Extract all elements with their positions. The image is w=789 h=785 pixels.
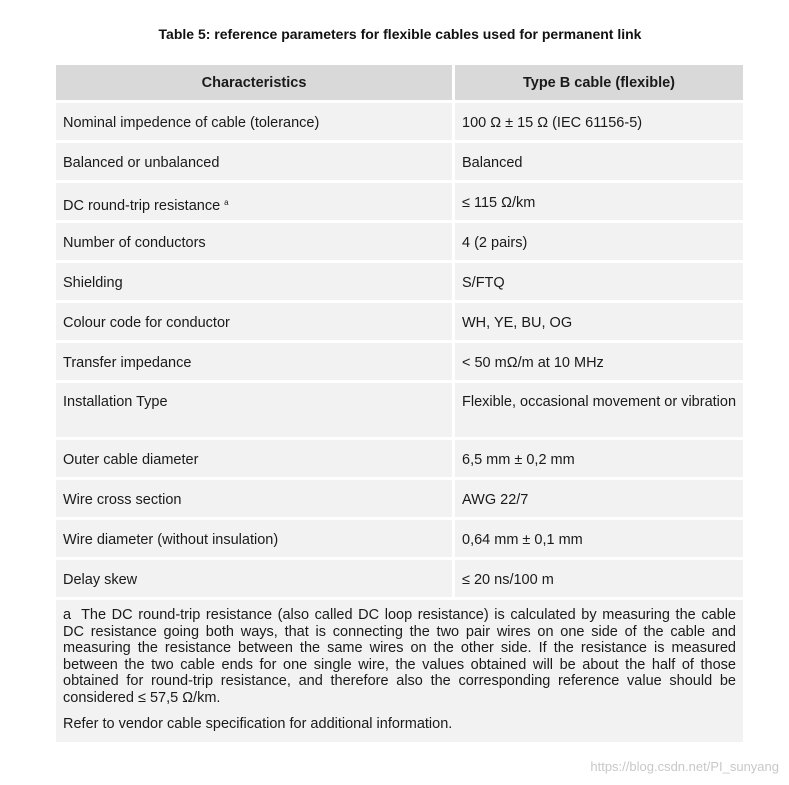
table-row — [56, 343, 743, 383]
table-row — [56, 263, 743, 303]
value-cell: 0,64 mm ± 0,1 mm — [455, 520, 743, 560]
value-cell: Balanced — [455, 143, 743, 183]
table-row — [56, 223, 743, 263]
value-cell: AWG 22/7 — [455, 480, 743, 520]
characteristic-cell: Delay skew — [56, 560, 455, 600]
characteristic-text: DC round-trip resistance — [63, 198, 221, 214]
table-row — [56, 143, 743, 183]
characteristic-cell: Wire cross section — [56, 480, 455, 520]
characteristic-cell: Balanced or unbalanced — [56, 143, 455, 183]
characteristic-cell: Colour code for conductor — [56, 303, 455, 343]
table-row — [56, 440, 743, 480]
characteristic-cell — [56, 183, 455, 223]
parameters-table — [56, 65, 743, 742]
characteristic-cell: Number of conductors — [56, 223, 455, 263]
additional-info: Refer to vendor cable specification for additional information. — [63, 716, 453, 732]
value-cell: 100 Ω ± 15 Ω (IEC 61156-5) — [455, 103, 743, 143]
footnote-paragraph — [63, 607, 736, 706]
table-row — [56, 303, 743, 343]
value-cell: 6,5 mm ± 0,2 mm — [455, 440, 743, 480]
characteristic-cell: Shielding — [56, 263, 455, 303]
characteristic-cell: Transfer impedance — [56, 343, 455, 383]
table-row — [56, 103, 743, 143]
value-cell: WH, YE, BU, OG — [455, 303, 743, 343]
table-row — [56, 520, 743, 560]
footnote-mark: a — [224, 198, 229, 207]
footnote-row — [56, 600, 743, 742]
footnote-cell — [56, 600, 743, 742]
table-row — [56, 480, 743, 520]
value-cell: ≤ 20 ns/100 m — [455, 560, 743, 600]
table-header-row — [56, 65, 743, 103]
characteristic-cell: Installation Type — [56, 383, 455, 440]
watermark: https://blog.csdn.net/PI_sunyang — [590, 759, 779, 774]
table-row — [56, 183, 743, 223]
characteristic-cell: Wire diameter (without insulation) — [56, 520, 455, 560]
value-cell: 4 (2 pairs) — [455, 223, 743, 263]
header-characteristics: Characteristics — [56, 65, 455, 103]
table-row — [56, 383, 743, 440]
characteristic-cell: Outer cable diameter — [56, 440, 455, 480]
value-cell: S/FTQ — [455, 263, 743, 303]
value-cell: ≤ 115 Ω/km — [455, 183, 743, 223]
footnote-text: The DC round-trip resistance (also called DC loop resistance) is calculated by measuring the cable DC resistance going both ways, that is connecting the two pair wires on one side of the cable and measuring the resistance between the same wires on the other side. If the resistance is measured between the two cable ends for one single wire, the values obtained will be about the half of those obtained for round-trip resistance, and therefore also the corresponding reference value should be considered ≤ 57,5 Ω/km. — [63, 607, 736, 706]
characteristic-cell: Nominal impedence of cable (tolerance) — [56, 103, 455, 143]
header-type-b-cable: Type B cable (flexible) — [455, 65, 743, 103]
value-cell: Flexible, occasional movement or vibration — [455, 383, 743, 440]
value-cell: < 50 mΩ/m at 10 MHz — [455, 343, 743, 383]
footnote-label: a — [63, 607, 72, 623]
table-caption: Table 5: reference parameters for flexible cables used for permanent link — [158, 26, 642, 42]
table-row — [56, 560, 743, 600]
